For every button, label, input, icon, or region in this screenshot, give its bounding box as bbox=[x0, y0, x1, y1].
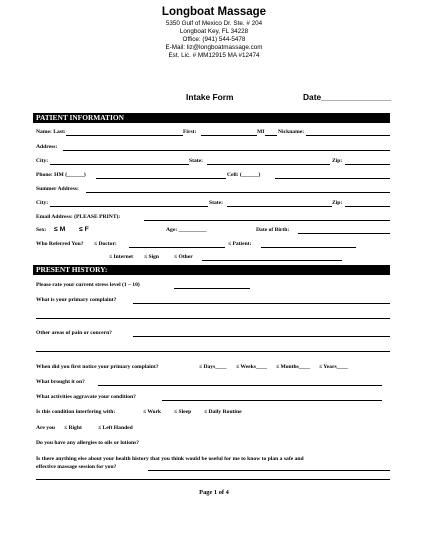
other-areas-label: Other areas of pain or concern? bbox=[36, 330, 112, 336]
home-phone-label: Phone: HM (______) bbox=[36, 172, 86, 178]
referred-label: Who Referred You? bbox=[36, 241, 84, 247]
weeks-option[interactable]: ≤ Weeks____ bbox=[236, 364, 268, 370]
sex-female-option[interactable]: ≤ F bbox=[79, 226, 89, 233]
last-name-label: Name: Last: bbox=[36, 129, 66, 135]
summer-address-label: Summer Address: bbox=[36, 186, 79, 192]
referred-row bbox=[36, 241, 391, 249]
primary-complaint-row bbox=[36, 297, 391, 305]
brought-on-row bbox=[36, 379, 391, 387]
email-field[interactable] bbox=[144, 220, 390, 221]
home-phone-field[interactable] bbox=[96, 178, 226, 179]
business-name: Longboat Massage bbox=[161, 6, 267, 18]
months-option[interactable]: ≤ Months____ bbox=[276, 364, 310, 370]
address-line: 5350 Gulf of Mexico Dr. Ste. # 204 bbox=[165, 20, 263, 27]
anything-else-row-2 bbox=[36, 464, 391, 472]
form-title: Intake Form bbox=[186, 92, 234, 102]
city-label: City: bbox=[36, 158, 49, 164]
present-history-header: PRESENT HISTORY: bbox=[33, 265, 390, 275]
state-field[interactable] bbox=[207, 164, 330, 165]
summer-state-label: State: bbox=[209, 200, 223, 206]
office-phone: Office: (941) 544-5478 bbox=[182, 36, 246, 43]
brought-on-label: What brought it on? bbox=[36, 379, 85, 385]
anything-else-label-2: effective massage session for you? bbox=[36, 464, 117, 470]
stress-label: Please rate your current stress level (1 – 10) bbox=[36, 282, 140, 288]
patient-information-header: PATIENT INFORMATION bbox=[33, 113, 390, 123]
left-handed-option[interactable]: ≤ Left Handed bbox=[98, 425, 133, 431]
are-you-label: Are you bbox=[36, 425, 56, 431]
doctor-option[interactable]: ≤ Doctor: bbox=[94, 241, 117, 247]
dob-field[interactable] bbox=[298, 233, 390, 234]
page-number: Page 1 of 4 bbox=[199, 489, 229, 496]
patient-field[interactable] bbox=[261, 247, 356, 248]
cell-phone-field[interactable] bbox=[275, 178, 390, 179]
email-label: Email Address: (PLEASE PRINT): bbox=[36, 214, 121, 220]
zip-label: Zip: bbox=[332, 158, 343, 164]
other-areas-line-2[interactable] bbox=[36, 351, 390, 352]
last-name-field[interactable] bbox=[66, 135, 183, 136]
nickname-field[interactable] bbox=[306, 135, 390, 136]
other-areas-field[interactable] bbox=[133, 336, 390, 337]
summer-address-field[interactable] bbox=[86, 192, 390, 193]
interfering-label: Is this condition interfering with: bbox=[36, 409, 116, 415]
summer-zip-label: Zip: bbox=[332, 200, 343, 206]
interfering-row bbox=[36, 409, 391, 417]
stress-row bbox=[36, 282, 391, 290]
email-row bbox=[36, 214, 391, 222]
primary-complaint-label: What is your primary complaint? bbox=[36, 297, 117, 303]
sex-label: Sex: bbox=[36, 227, 47, 233]
other-option[interactable]: ≤ Other bbox=[174, 254, 193, 260]
primary-complaint-field[interactable] bbox=[133, 303, 390, 304]
state-label: State: bbox=[189, 158, 203, 164]
cell-phone-label: Cell: (______) bbox=[227, 172, 261, 178]
mi-field[interactable] bbox=[265, 135, 277, 136]
summer-city-field[interactable] bbox=[50, 206, 208, 207]
patient-option[interactable]: ≤ Patient: bbox=[228, 241, 252, 247]
address-row bbox=[36, 144, 391, 152]
other-field[interactable] bbox=[202, 260, 342, 261]
summer-state-field[interactable] bbox=[227, 206, 332, 207]
other-areas-row bbox=[36, 330, 391, 338]
summer-address-row bbox=[36, 186, 391, 194]
sleep-option[interactable]: ≤ Sleep bbox=[174, 409, 192, 415]
anything-else-row-1 bbox=[36, 456, 391, 464]
anything-else-line-2[interactable] bbox=[36, 479, 390, 480]
first-notice-label: When did you first notice your primary complaint? bbox=[36, 364, 159, 370]
name-row bbox=[36, 129, 391, 137]
anything-else-field[interactable] bbox=[148, 470, 390, 471]
stress-field[interactable] bbox=[174, 288, 250, 289]
age-field[interactable]: Age: __________ bbox=[166, 227, 207, 233]
allergies-row bbox=[36, 440, 391, 448]
city-line: Longboat Key, FL 34228 bbox=[179, 28, 249, 35]
brought-on-field[interactable] bbox=[98, 385, 382, 386]
phone-row bbox=[36, 172, 391, 180]
nickname-label: Nickname: bbox=[278, 129, 305, 135]
email-line: E-Mail: liz@longboatmassage.com bbox=[165, 44, 263, 51]
aggravate-field[interactable] bbox=[162, 400, 382, 401]
sex-male-option[interactable]: ≤ M bbox=[54, 226, 66, 233]
internet-option[interactable]: ≤ Internet bbox=[109, 254, 134, 260]
address-label: Address: bbox=[36, 144, 58, 150]
first-name-field[interactable] bbox=[201, 135, 257, 136]
sex-row bbox=[36, 227, 391, 236]
address-field[interactable] bbox=[63, 150, 390, 151]
days-option[interactable]: ≤ Days____ bbox=[199, 364, 227, 370]
aggravate-row bbox=[36, 394, 391, 402]
summer-zip-field[interactable] bbox=[345, 206, 390, 207]
dob-label: Date of Birth: bbox=[256, 227, 290, 233]
city-field[interactable] bbox=[50, 164, 189, 165]
zip-field[interactable] bbox=[345, 164, 390, 165]
first-name-label: First: bbox=[183, 129, 197, 135]
right-handed-option[interactable]: ≤ Right bbox=[64, 425, 82, 431]
mi-label: MI bbox=[257, 129, 265, 135]
years-option[interactable]: ≤ Years____ bbox=[319, 364, 348, 370]
daily-routine-option[interactable]: ≤ Daily Routine bbox=[204, 409, 242, 415]
allergies-label: Do you have any allergies to oils or lotions? bbox=[36, 440, 140, 446]
sign-option[interactable]: ≤ Sign bbox=[144, 254, 160, 260]
summer-city-row bbox=[36, 200, 391, 208]
primary-complaint-line-2[interactable] bbox=[36, 318, 390, 319]
city-row bbox=[36, 158, 391, 166]
work-option[interactable]: ≤ Work bbox=[143, 409, 162, 415]
handedness-row bbox=[36, 425, 391, 433]
doctor-field[interactable] bbox=[129, 247, 225, 248]
first-notice-row bbox=[36, 364, 391, 372]
aggravate-label: What activities aggravate your condition? bbox=[36, 394, 136, 400]
anything-else-label-1: Is there anything else about your health history that you think would be useful for me to know to plan a safe and bbox=[36, 456, 304, 462]
date-field[interactable]: Date_______________ bbox=[303, 92, 392, 102]
referral-source-row bbox=[36, 254, 391, 262]
summer-city-label: City: bbox=[36, 200, 49, 206]
license-line: Est. Lic. # MM12915 MA #12474 bbox=[168, 52, 260, 59]
